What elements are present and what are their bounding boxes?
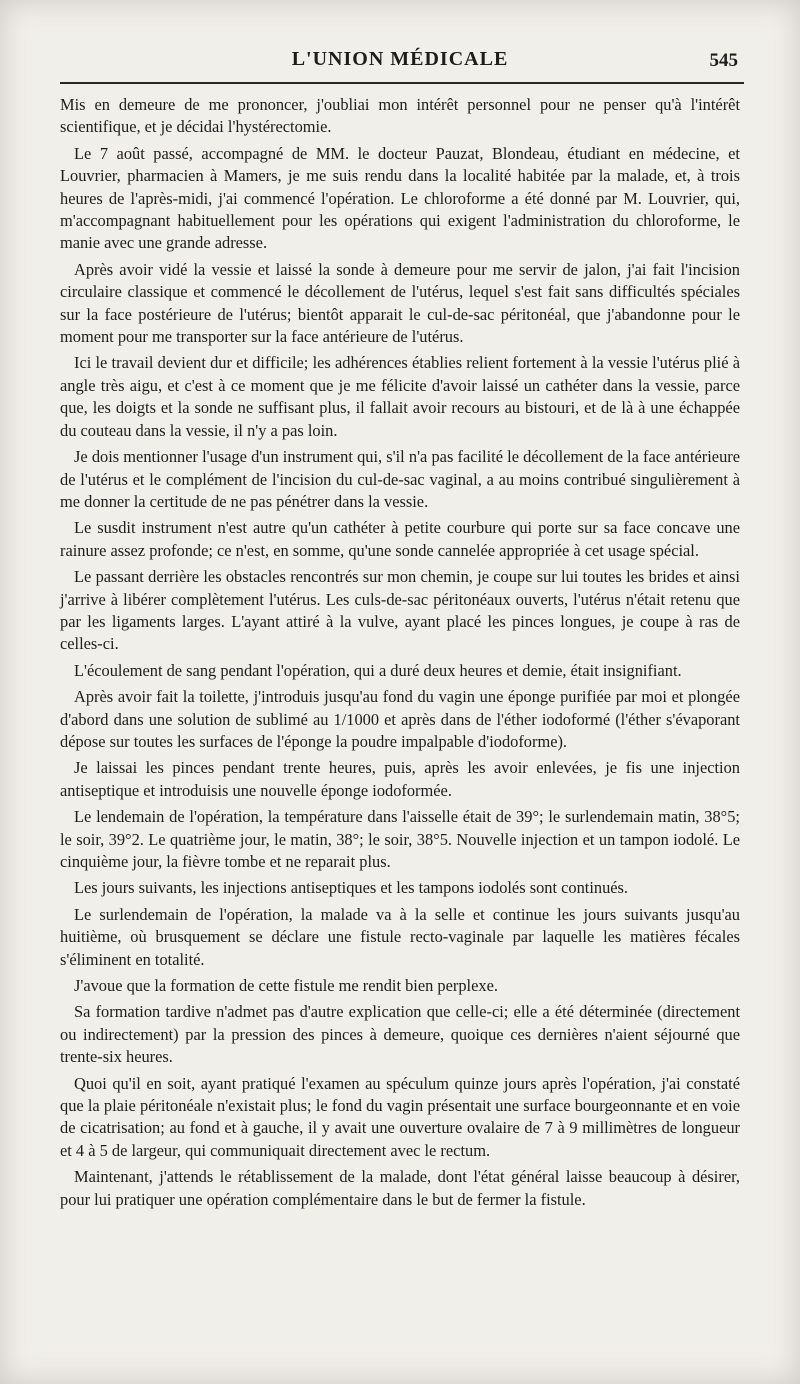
paragraph: Je dois mentionner l'usage d'un instrument qui, s'il n'a pas facilité le décollement de la face antérieure de l'utérus et le complément de l'incision du cul-de-sac vaginal, a au moins contribué singulièrement à me donner la certitude de ne pas pénétrer dans la vessie. xyxy=(60,447,740,511)
article-body xyxy=(60,94,740,1211)
paragraph: J'avoue que la formation de cette fistule me rendit bien perplexe. xyxy=(74,976,498,996)
paragraph: Je laissai les pinces pendant trente heures, puis, après les avoir enlevées, je fis une injection antiseptique et introduisis une nouvelle éponge iodoformée. xyxy=(60,758,740,800)
paragraph: Sa formation tardive n'admet pas d'autre explication que celle-ci; elle a été déterminée (directement ou indirectement) par la pression des pinces à demeure, quoique ces dernières n'aient séjourné que trente-six heures. xyxy=(60,1002,740,1067)
header-rule xyxy=(60,82,744,84)
paragraph: Mis en demeure de me prononcer, j'oubliai mon intérêt personnel pour ne penser qu'à l'intérêt scientifique, et je décidai l'hystérectomie. xyxy=(60,95,740,137)
paragraph: L'écoulement de sang pendant l'opération, qui a duré deux heures et demie, était insignifiant. xyxy=(74,660,682,680)
paragraph: Ici le travail devient dur et difficile; les adhérences établies relient fortement à la vessie l'utérus plié à angle très aigu, et c'est à ce moment que je me félicite d'avoir laissé un cathéter dans la vessie, parce que, les doigts et la sonde ne suffisant plus, il fallait avoir recours au bistouri, et de là à une échappée du couteau dans la vessie, il n'y a pas loin. xyxy=(60,353,740,440)
paragraph: Après avoir vidé la vessie et laissé la sonde à demeure pour me servir de jalon, j'ai fait l'incision circulaire classique et commencé le décollement de l'utérus, lequel s'est fait sans difficultés spéciales sur la face postérieure de l'utérus; bientôt apparait le cul-de-sac péritonéal, que j'abandonne pour le moment pour me transporter sur la face antérieure de l'utérus. xyxy=(60,259,740,347)
paragraph: Le passant derrière les obstacles rencontrés sur mon chemin, je coupe sur lui toutes les brides et ainsi j'arrive à libérer complètement l'utérus. Les culs-de-sac péritonéaux ouverts, l'utérus n'était retenu que par les ligaments larges. L'ayant attiré à la vulve, ayant placé les pinces longues, je coupe à ras de celles-ci. xyxy=(60,567,740,654)
paragraph: Le lendemain de l'opération, la température dans l'aisselle était de 39°; le surlendemain matin, 38°5; le soir, 39°2. Le quatrième jour, le matin, 38°; le soir, 38°5. Nouvelle injection et un tampon iodolé. Le cinquième jour, la fièvre tombe et ne reparait plus. xyxy=(60,807,740,871)
paragraph: Les jours suivants, les injections antiseptiques et les tampons iodolés sont continués. xyxy=(74,878,629,898)
paragraph: Maintenant, j'attends le rétablissement de la malade, dont l'état général laisse beaucoup à désirer, pour lui pratiquer une opération complémentaire dans le but de fermer la fistule. xyxy=(60,1167,740,1209)
paragraph: Le 7 août passé, accompagné de MM. le docteur Pauzat, Blondeau, étudiant en médecine, et Louvrier, pharmacien à Mamers, je me suis rendu dans la localité habitée par la malade, et, à trois heures de l'après-midi, j'ai commencé l'opération. Le chloroforme a été donné par M. Louvrier, qui, m'accompagnant habituellement pour les opérations qui exigent l'administration du chloroforme, le manie avec une grande adresse. xyxy=(60,143,740,253)
paragraph: Le surlendemain de l'opération, la malade va à la selle et continue les jours suivants jusqu'au huitième, où brusquement se déclare une fistule recto-vaginale par laquelle les matières fécales s'éliminent en totalité. xyxy=(60,904,740,969)
running-head: L'UNION MÉDICALE xyxy=(291,48,509,70)
paragraph: Quoi qu'il en soit, ayant pratiqué l'examen au spéculum quinze jours après l'opération, j'ai constaté que la plaie péritonéale n'existait plus; le fond du vagin présentait une surface bourgeonnante et en voie de cicatrisation; au fond et à gauche, il y avait une ouverture ovalaire de 7 à 9 millimètres de longueur et 4 à 5 de largeur, qui communiquait directement avec le rectum. xyxy=(60,1073,740,1160)
page-header xyxy=(60,44,740,80)
paragraph: Après avoir fait la toilette, j'introduis jusqu'au fond du vagin une éponge purifiée par moi et plongée d'abord dans une solution de sublimé au 1/1000 et après dans de l'éther iodoformé (l'éther s'évaporant dépose sur toutes les surfaces de l'éponge la poudre impalpable d'iodoforme). xyxy=(60,687,740,751)
page-number: 545 xyxy=(709,50,738,71)
paragraph: Le susdit instrument n'est autre qu'un cathéter à petite courbure qui porte sur sa face concave une rainure assez profonde; ce n'est, en somme, qu'une sonde cannelée appropriée à cet usage spécial. xyxy=(60,518,740,560)
